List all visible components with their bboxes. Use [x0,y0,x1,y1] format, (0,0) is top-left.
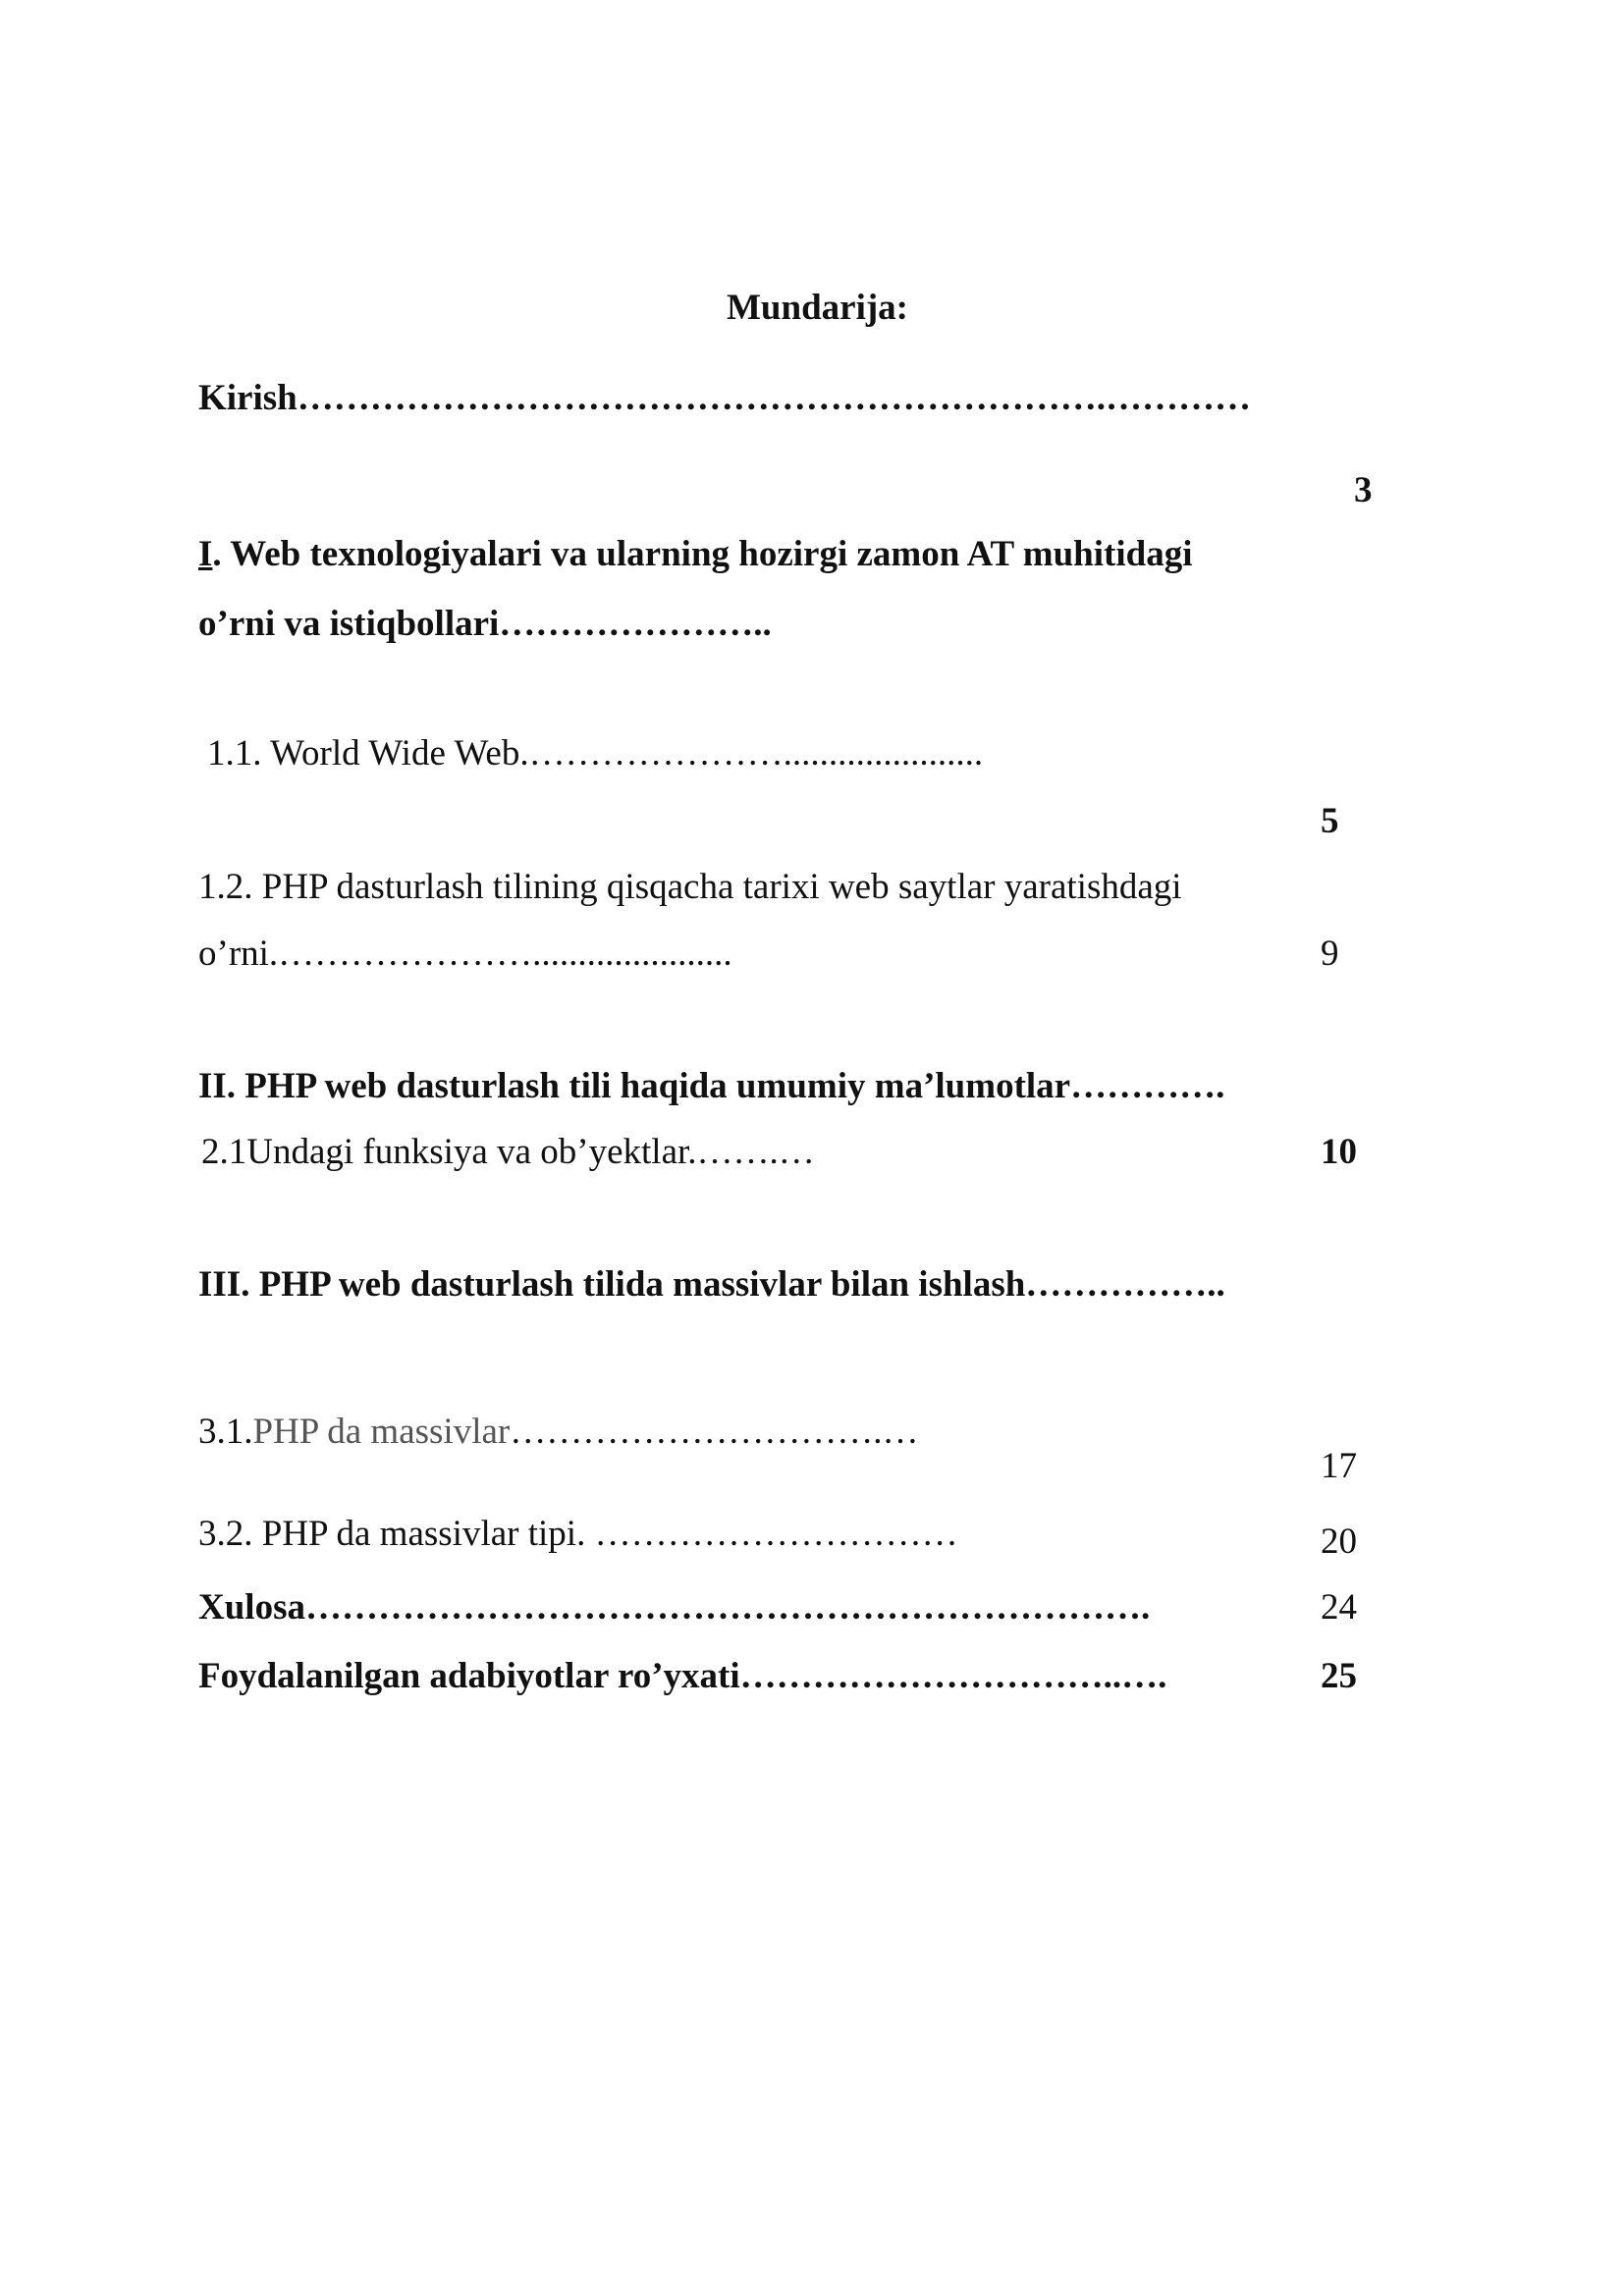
toc-page-kirish: 3 [1354,470,1373,510]
toc-page-1-1: 5 [1321,801,1339,841]
toc-entry-adabiyotlar: Foydalanilgan adabiyotlar ro’yxati…………………………..…. [198,1656,1167,1696]
toc-entry-1-1: 1.1. World Wide Web.…………………...................... [207,733,984,774]
toc-entry-kirish: Kirish………………………………………………………….………… [198,378,1251,418]
toc-page-3-2: 20 [1321,1522,1357,1562]
toc-entry-3-1-dots: ………………………….… [510,1412,919,1452]
toc-entry-section-1-line-1 [198,533,1193,576]
section-1-numeral: I [198,534,213,574]
toc-entry-section-1-line-2: o’rni va istiqbollari………………….. [198,604,772,644]
section-1-title-part: . Web texnologiyalari va ularning hozirgi zamon AT muhitidagi [212,534,1193,574]
toc-entry-2-1: 2.1Undagi funksiya va ob’yektlar.…….… [201,1132,815,1172]
toc-entry-3-2: 3.2. PHP da massivlar tipi. ………………………… [198,1514,958,1554]
toc-page-xulosa: 24 [1321,1587,1357,1628]
toc-entry-1-2-line-2: o’rni.…………………...................... [198,934,732,974]
toc-entry-3-1 [198,1411,918,1454]
toc-entry-1-2-line-1: 1.2. PHP dasturlash tilining qisqacha tarixi web saytlar yaratishdagi [198,867,1182,907]
toc-entry-section-3: III. PHP web dasturlash tilida massivlar bilan ishlash…………….. [198,1264,1225,1305]
toc-page-1-2: 9 [1321,934,1339,974]
toc-page-adabiyotlar: 25 [1321,1656,1357,1696]
toc-entry-xulosa: Xulosa……………………………………………………………. [198,1587,1151,1628]
toc-page-3-1: 17 [1321,1446,1357,1486]
toc-entry-section-2: II. PHP web dasturlash tili haqida umumiy ma’lumotlar…………. [198,1066,1225,1106]
toc-entry-3-1-number: 3.1. [198,1412,253,1452]
toc-page-2-1: 10 [1321,1132,1357,1172]
toc-title: Mundarija: [727,288,908,328]
toc-entry-3-1-title: PHP da massivlar [252,1412,511,1452]
